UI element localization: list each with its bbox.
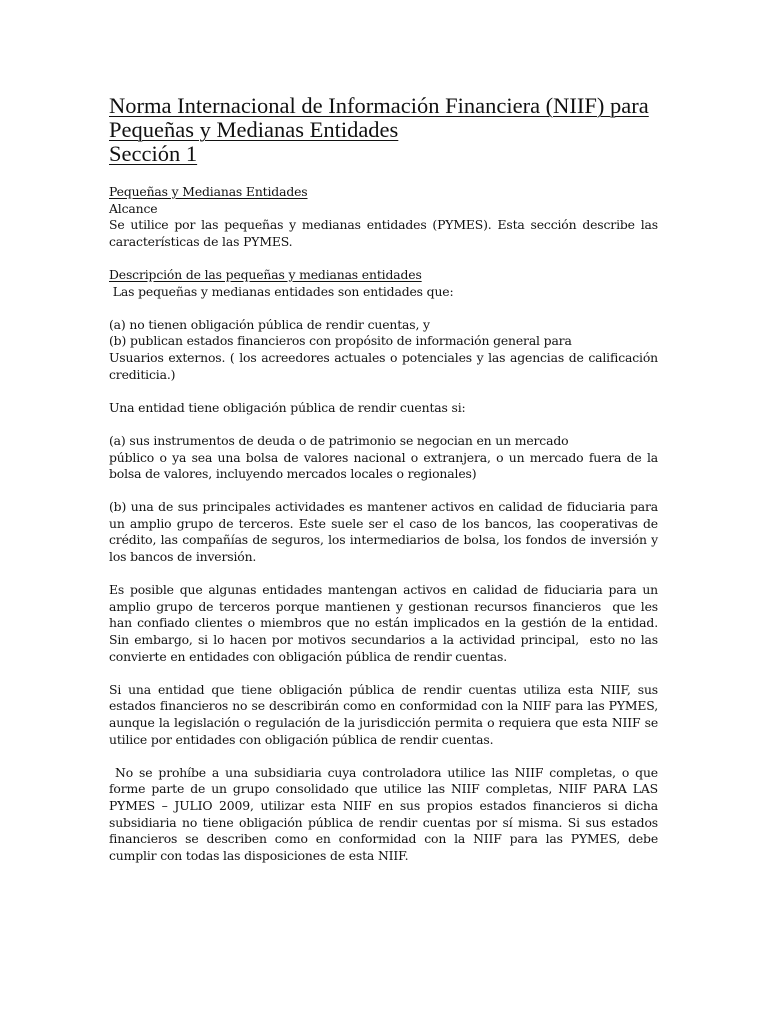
- heading-description: Descripción de las pequeñas y medianas entidades: [109, 266, 422, 282]
- scope-label: Alcance: [109, 200, 158, 216]
- list-item-b-continuation: Usuarios externos. ( los acreedores actuales o potenciales y las agencias de calificación crediticia.): [109, 349, 658, 382]
- title-line-1: Norma Internacional de Información Financiera (NIIF) para: [109, 93, 649, 118]
- paragraph-subsidiary: No se prohíbe a una subsidiaria cuya controladora utilice las NIIF completas, o que forme parte de un grupo consolidado que utilice las NIIF completas, NIIF PARA LAS PYMES – JULIO 2009, utilizar esta NIIF en sus propios estados financieros si dicha subsidiaria no tiene obligación pública de rendir cuentas por sí misma. Si sus estados financieros se describen como en conformidad con la NIIF para las PYMES, debe cumplir con todas las disposiciones de esta NIIF.: [109, 764, 662, 863]
- accountability-item-b: (b) una de sus principales actividades es mantener activos en calidad de fiduciaria para un amplio grupo de terceros. Este suele ser el caso de los bancos, las cooperativas de crédito, las compañías de seguros, los intermediarios de bolsa, los fondos de inversión y los bancos de inversión.: [109, 499, 658, 565]
- description-intro: Las pequeñas y medianas entidades son entidades que:: [109, 283, 454, 299]
- section-title: Sección 1: [109, 141, 198, 166]
- accountability-item-a-line2: público o ya sea una bolsa de valores nacional o extranjera, o un mercado fuera de la bolsa de valores, incluyendo mercados locales o regionales): [109, 449, 658, 482]
- list-item-b: (b) publican estados financieros con propósito de información general para: [109, 333, 572, 349]
- heading-smes: Pequeñas y Medianas Entidades: [109, 184, 308, 199]
- document-title: [109, 94, 658, 142]
- accountability-intro: Una entidad tiene obligación pública de rendir cuentas si:: [109, 399, 466, 415]
- paragraph-public-accountability: Si una entidad que tiene obligación pública de rendir cuentas utiliza esta NIIF, sus estados financieros no se describirán como en conformidad con la NIIF para las PYMES, aunque la legislación o regulación de la jurisdicción permita o requiera que esta NIIF se utilice por entidades con obligación pública de rendir cuentas.: [109, 681, 658, 747]
- list-item-a: (a) no tienen obligación pública de rendir cuentas, y: [109, 316, 430, 332]
- paragraph-fiduciary: Es posible que algunas entidades mantengan activos en calidad de fiduciaria para un amplio grupo de terceros porque mantienen y gestionan recursos financieros que les han confiado clientes o miembros que no están implicados en la gestión de la entidad. Sin embargo, si lo hacen por motivos secundarios a la actividad principal, esto no las convierte en entidades con obligación pública de rendir cuentas.: [109, 582, 662, 664]
- accountability-item-a-line1: (a) sus instrumentos de deuda o de patrimonio se negocian en un mercado: [109, 432, 569, 448]
- title-line-2: Pequeñas y Medianas Entidades: [109, 117, 399, 142]
- scope-text: Se utilice por las pequeñas y medianas entidades (PYMES). Esta sección describe las características de las PYMES.: [109, 217, 658, 249]
- document-page: [109, 93, 662, 864]
